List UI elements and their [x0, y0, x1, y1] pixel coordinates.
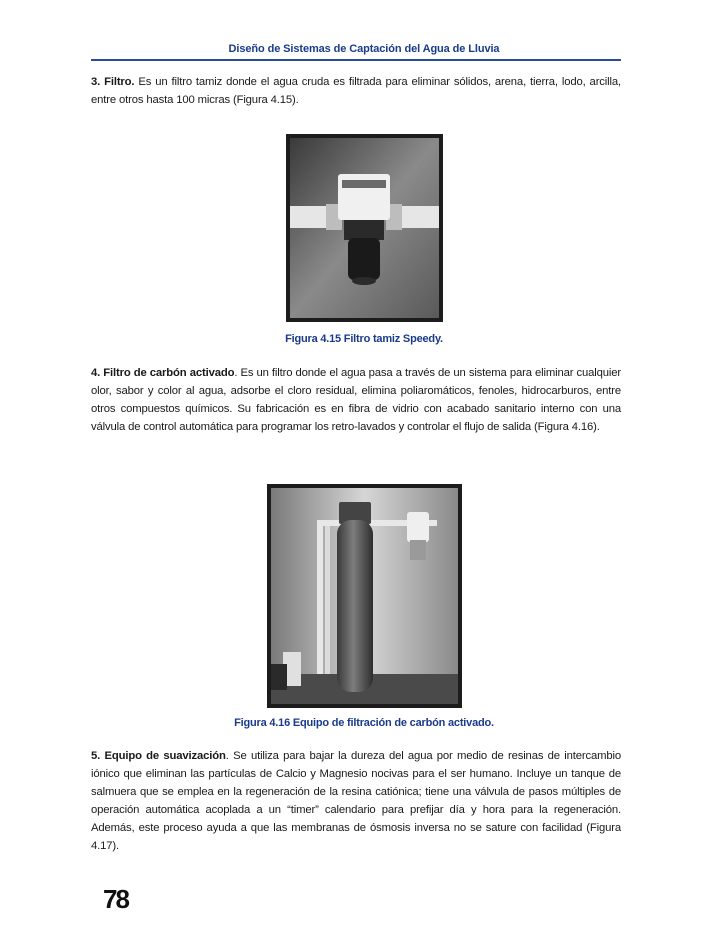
header-rule: [91, 59, 621, 61]
figure-caption-4-16: Figura 4.16 Equipo de filtración de carbón activado.: [234, 717, 494, 729]
carbon-filter-illustration: [267, 484, 462, 708]
paragraph-filtro: [91, 73, 621, 109]
paragraph-lead: 3. Filtro.: [91, 76, 135, 88]
paragraph-text: . Es un filtro donde el agua pasa a través de un sistema para eliminar cualquier olor, sabor y color al agua, adsorbe el cloro residual, elimina poliaromáticos, fenoles, hidrocarburos, entre otros compuestos químicos. Su fabricación es en fibra de vidrio con acabado sanitario interno con una válvula de control automática para programar los retro-lavados y controlar el flujo de salida (Figura 4.16).: [91, 367, 621, 433]
figure-speedy-filter-photo: [286, 134, 443, 322]
page-number: 78: [103, 884, 128, 914]
paragraph-lead: 5. Equipo de suavización: [91, 750, 226, 762]
running-header: Diseño de Sistemas de Captación del Agua de Lluvia: [228, 43, 500, 55]
paragraph-softener: [91, 747, 621, 855]
figure-caption-4-15: Figura 4.15 Filtro tamiz Speedy.: [285, 333, 443, 345]
paragraph-lead: 4. Filtro de carbón activado: [91, 367, 235, 379]
figure-carbon-filter-photo: [267, 484, 462, 708]
paragraph-text: . Se utiliza para bajar la dureza del agua por medio de resinas de intercambio iónico que eliminan las partículas de Calcio y Magnesio nocivas para el ser humano. Incluye un tanque de salmuera que se emplea en la regeneración de la resina catiónica; tiene una válvula de pasos múltiples de operación automática acoplada a un “timer” calendario para prefijar día y hora para la regeneración. Además, este proceso ayuda a que las membranas de ósmosis inversa no se sature con facilidad (Figura 4.17).: [91, 750, 621, 852]
speedy-filter-illustration: [286, 134, 443, 322]
paragraph-text: Es un filtro tamiz donde el agua cruda es filtrada para eliminar sólidos, arena, tierra, lodo, arcilla, entre otros hasta 100 micras (Figura 4.15).: [91, 76, 622, 106]
paragraph-carbon-filter: [91, 364, 621, 436]
